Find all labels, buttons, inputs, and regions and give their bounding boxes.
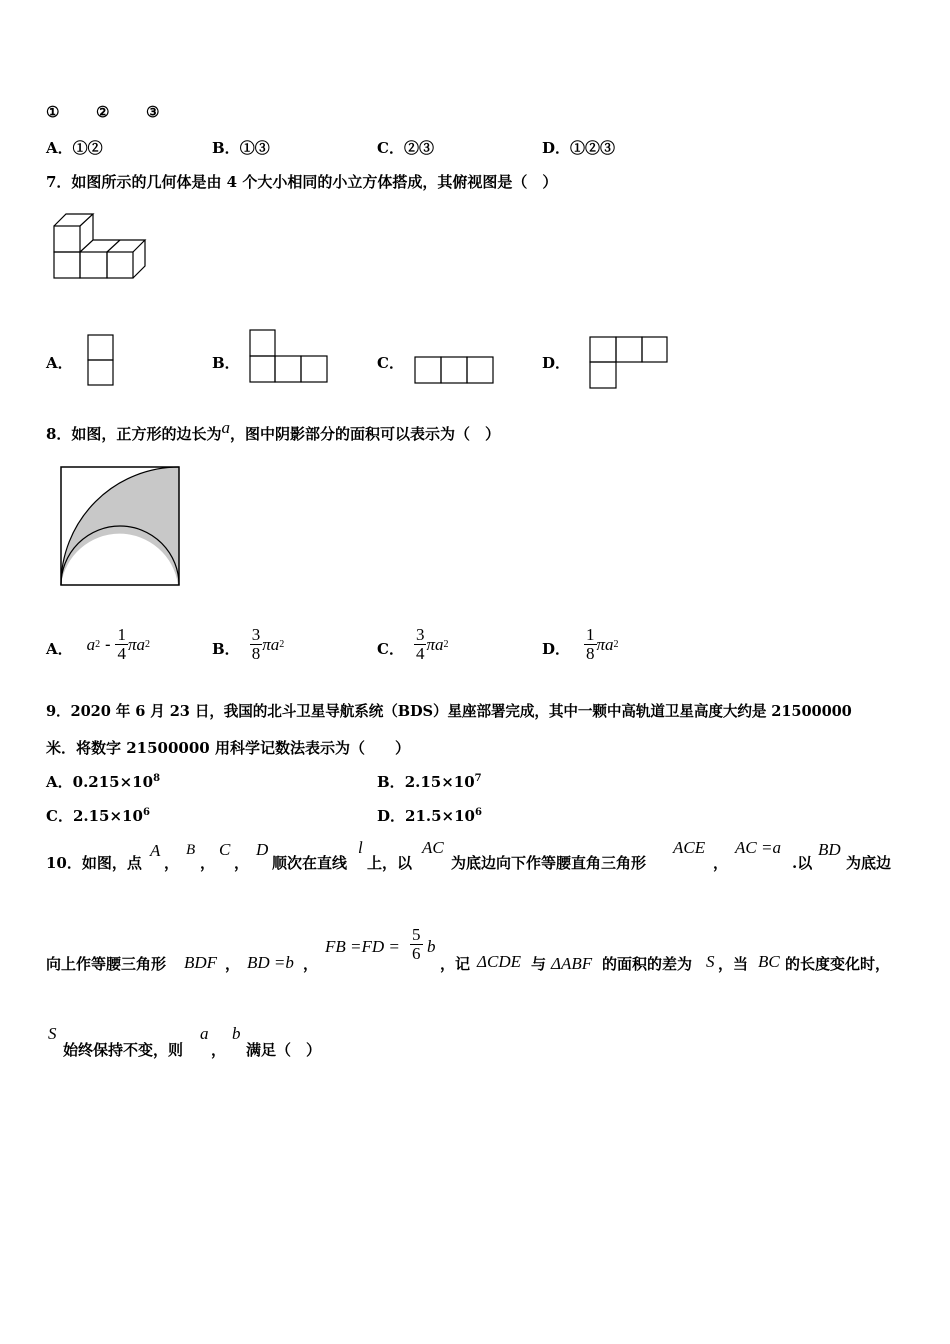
q10-l2-start: 向上作等腰三角形 (46, 955, 167, 973)
q10-bd: BD (818, 840, 841, 859)
q10-frac-b: b (427, 937, 436, 956)
q10-l2-dang: ，当 (718, 955, 749, 973)
q10-fraction: $\frac{5}{6}$ (412, 925, 421, 963)
circled-2: ② (96, 103, 110, 121)
q10-l3-a: 始终保持不变，则 (63, 1041, 184, 1059)
q10-l2-ji: ，记 (440, 955, 471, 973)
q8-option-d-fraction: $\frac{1}{8}$ (586, 625, 595, 664)
q10-l1-mid: 顺次在直线 (272, 854, 348, 872)
q9-question-line1: 9．2020 年 6 月 23 日，我国的北斗卫星导航系统（BDS）星座部署完成，其中一颗中高轨道卫星高度大约是 21500000 (46, 703, 852, 720)
q9-option-c[interactable]: C．$2.15\times 10^6$ (46, 807, 150, 825)
q7-option-b-label[interactable]: B． (212, 354, 240, 372)
q10-comma-3: ， (234, 854, 250, 872)
q10-point-d: D (256, 840, 269, 859)
circled-1: ① (46, 103, 60, 121)
circled-3: ③ (146, 103, 160, 121)
q10-comma-1: ， (164, 854, 180, 872)
q10-comma-7: ， (211, 1041, 227, 1059)
q7-option-c-label[interactable]: C． (377, 354, 404, 372)
q8-option-c[interactable]: C． $\frac{3}{4}$ πa 2 (377, 625, 449, 664)
q6-option-b[interactable]: B．①③ (212, 139, 270, 157)
q10-l2-diff: 的面积的差为 (602, 955, 693, 973)
q7-option-d-label[interactable]: D． (542, 354, 571, 372)
q10-bc: BC (758, 952, 780, 971)
q10-ac: AC (422, 838, 444, 857)
q10-line-l: l (358, 838, 363, 857)
q10-abf: ΔABF (551, 954, 593, 973)
q10-bdf: BDF (184, 953, 218, 972)
q10-fb-fd: FB =FD = (325, 937, 400, 956)
q6-option-d[interactable]: D．①②③ (542, 139, 616, 157)
q9-option-d[interactable]: D．$21.5\times 10^6$ (377, 807, 482, 825)
q10-var-a: a (200, 1024, 209, 1043)
q6-option-c[interactable]: C．②③ (377, 139, 434, 157)
q10-ace: ACE (673, 838, 706, 857)
q10-l1-mid2: 为底边向下作等腰直角三角形 (451, 854, 647, 872)
q7-option-a-label[interactable]: A． (46, 354, 73, 372)
q10-l1-after: 上，以 (367, 854, 413, 872)
q10-point-b: B (186, 842, 196, 858)
q7-question-text: 7．如图所示的几何体是由 4 个大小相同的小立方体搭成，其俯视图是（ ） (46, 173, 558, 191)
q10-s2: S (48, 1024, 57, 1043)
q8-option-a[interactable]: A． a 2 - $\frac{1}{4}$ πa 2 (46, 625, 150, 664)
q10-comma-4: ， (713, 854, 729, 872)
q10-s: S (706, 952, 715, 971)
q8-option-b[interactable]: B． $\frac{3}{8}$ πa 2 (212, 625, 285, 664)
q10-comma-2: ， (200, 854, 216, 872)
q9-option-b[interactable]: B．$2.15\times 10^7$ (377, 773, 482, 791)
q10-comma-5: ， (225, 955, 241, 973)
q10-point-c: C (219, 840, 231, 859)
q10-point-a: A (150, 841, 161, 860)
q10-l1-end: .以 (792, 854, 813, 872)
q10-comma-6: ， (303, 955, 319, 973)
q8-option-c-fraction: $\frac{3}{4}$ (415, 625, 425, 664)
q10-bd-eq-b: BD =b (247, 953, 294, 972)
q7-cube-figure (0, 0, 200, 300)
q10-ac-eq-a: AC =a (735, 838, 781, 857)
q9-option-a[interactable]: A．$0.215\times 10^8$ (46, 773, 161, 791)
q9-question-line2: 米．将数字 21500000 用科学记数法表示为（ ） (46, 739, 410, 757)
q10-l1-num: 10．如图，点 (46, 854, 142, 872)
q8-option-d[interactable]: D． $\frac{1}{8}$ πa 2 (542, 625, 619, 664)
q8-option-b-fraction: $\frac{3}{8}$ (251, 625, 261, 664)
q10-l2-end: 的长度变化时， (785, 955, 891, 973)
q10-var-b: b (232, 1024, 241, 1043)
q10-l3-end: 满足（ ） (246, 1041, 322, 1059)
q8-var-a: a (221, 418, 230, 437)
q10-cde: ΔCDE (477, 952, 521, 971)
q8-shaded-square-figure (0, 0, 10, 10)
q8-question-text: 8．如图，正方形的边长为a，图中阴影部分的面积可以表示为（ ） (46, 418, 500, 443)
q6-option-a[interactable]: A．①② (46, 139, 103, 157)
q10-l1-tail: 为底边 (846, 854, 892, 872)
q8-option-a-fraction: $\frac{1}{4}$ (117, 625, 126, 664)
q10-yu: 与 (531, 955, 547, 973)
